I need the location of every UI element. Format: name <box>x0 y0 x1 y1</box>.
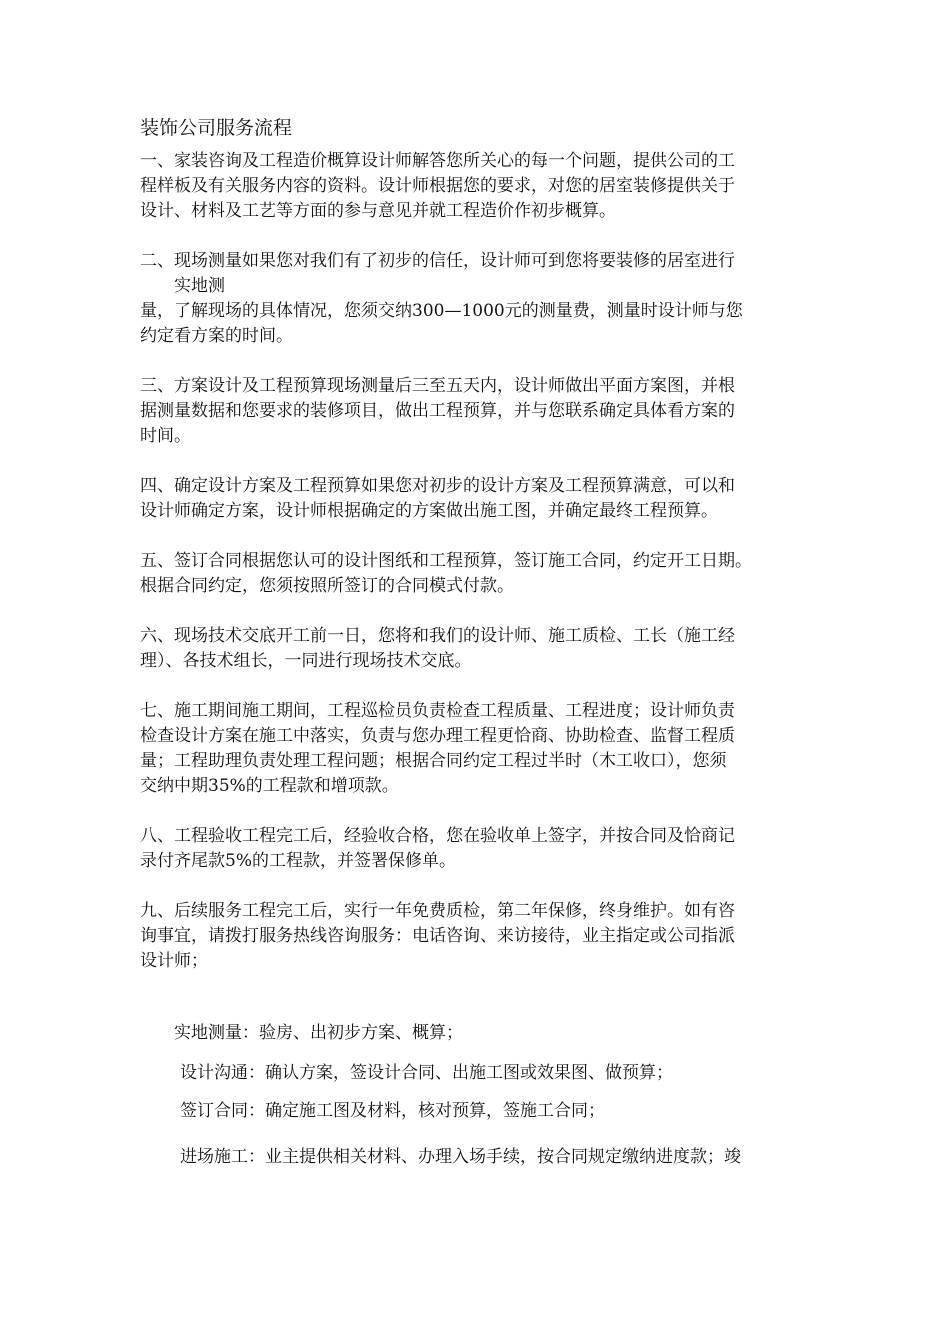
paragraph-design-budget <box>140 374 830 449</box>
text-line: 九、后续服务工程完工后，实行一年免费质检，第二年保修，终身维护。如有咨 <box>140 901 735 921</box>
paragraph-confirm-plan <box>140 474 830 524</box>
paragraph-consultation <box>140 149 830 224</box>
document-body <box>140 113 830 999</box>
text-line: 四、确定设计方案及工程预算如果您对初步的设计方案及工程预算满意，可以和 <box>140 476 735 496</box>
paragraph-construction-period <box>140 699 830 799</box>
text-line: 量，了解现场的具体情况，您须交纳300—1000元的测量费，测量时设计师与您 <box>140 301 743 321</box>
text-line: 二、现场测量如果您对我们有了初步的信任，设计师可到您将要装修的居室进行 <box>140 251 735 271</box>
text-line: 约定看方案的时间。 <box>140 326 293 346</box>
text-line: 据测量数据和您要求的装修项目，做出工程预算，并与您联系确定具体看方案的 <box>140 401 735 421</box>
text-line: 询事宜，请拨打服务热线咨询服务：电话咨询、来访接待，业主指定或公司指派 <box>140 926 735 946</box>
text-line: 录付齐尾款5%的工程款，并签署保修单。 <box>140 851 456 871</box>
text-line: 交纳中期35%的工程款和增项款。 <box>140 776 399 796</box>
step-site-measurement: 实地测量：验房、出初步方案、概算； <box>174 1023 463 1043</box>
text-line: 设计、材料及工艺等方面的参与意见并就工程造价作初步概算。 <box>140 201 616 221</box>
text-line: 检查设计方案在施工中落实，负责与您办理工程更恰商、协助检查、监督工程质 <box>140 726 735 746</box>
text-line: 量；工程助理负责处理工程问题；根据合同约定工程过半时（木工收口），您须 <box>140 751 727 771</box>
page-title: 装饰公司服务流程 <box>140 117 293 139</box>
paragraph-sign-contract <box>140 549 830 599</box>
text-line: 设计师确定方案，设计师根据确定的方案做出施工图，并确定最终工程预算。 <box>140 501 718 521</box>
paragraph-technical-briefing <box>140 624 830 674</box>
paragraph-after-service <box>140 899 830 974</box>
text-line: 一、家装咨询及工程造价概算设计师解答您所关心的每一个问题，提供公司的工 <box>140 151 735 171</box>
process-steps-list <box>174 1020 834 1170</box>
text-line: 理）、各技术组长，一同进行现场技术交底。 <box>140 651 472 671</box>
text-line: 七、施工期间施工期间，工程巡检员负责检查工程质量、工程进度；设计师负责 <box>140 701 735 721</box>
text-line: 五、签订合同根据您认可的设计图纸和工程预算，签订施工合同，约定开工日期。 <box>140 551 752 571</box>
text-line: 三、方案设计及工程预算现场测量后三至五天内，设计师做出平面方案图，并根 <box>140 376 735 396</box>
paragraph-site-measurement <box>140 249 830 349</box>
step-sign-contract: 签订合同：确定施工图及材料，核对预算，签施工合同； <box>180 1101 605 1121</box>
text-line: 设计师； <box>140 951 208 971</box>
paragraph-acceptance <box>140 824 830 874</box>
text-line: 程样板及有关服务内容的资料。设计师根据您的要求，对您的居室装修提供关于 <box>140 176 735 196</box>
text-line: 八、工程验收工程完工后，经验收合格，您在验收单上签字，并按合同及恰商记 <box>140 826 735 846</box>
text-line: 实地测 <box>174 276 225 296</box>
text-line: 根据合同约定，您须按照所签订的合同模式付款。 <box>140 576 514 596</box>
text-line: 六、现场技术交底开工前一日，您将和我们的设计师、施工质检、工长（施工经 <box>140 626 735 646</box>
text-line: 时间。 <box>140 426 191 446</box>
step-design-communication: 设计沟通：确认方案，签设计合同、出施工图或效果图、做预算； <box>180 1063 673 1083</box>
step-construction: 进场施工：业主提供相关材料、办理入场手续，按合同规定缴纳进度款；竣 <box>180 1147 741 1167</box>
